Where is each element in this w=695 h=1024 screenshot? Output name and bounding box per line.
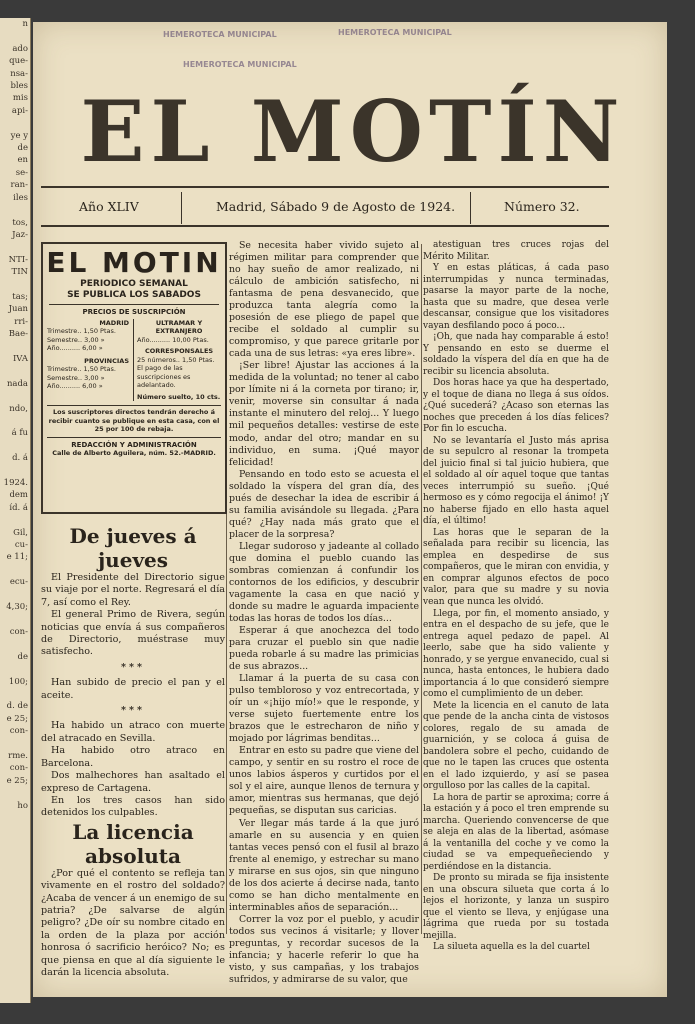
- volume-year: Año XLIV: [79, 199, 139, 214]
- single-issue-price: Número suelto, 10 cts.: [137, 392, 221, 401]
- column-3: [423, 240, 609, 954]
- prev-page-fragment: e 25;: [6, 775, 28, 786]
- prev-page-fragment: [0, 30, 30, 42]
- prev-page-fragment: nada: [6, 378, 28, 389]
- section-heading: La licencia absoluta: [72, 819, 194, 868]
- paragraph: Pensando en todo esto se acuesta el soldado la víspera del gran día, des pués de desechar la idea de escribir á su familia avisándole su llegada. ¿Para qué? ¿Hay nada más grato que el placer de la sorpresa?: [229, 468, 419, 540]
- subscription-box: [41, 242, 227, 514]
- paragraph: Llega, por fin, el momento ansiado, y entra en el despacho de su jefe, que le entrega aquel pedazo de papel. Al leerlo, sabe que ha sido valiente y honrado, y se yergue envanecido, cual si nunca, hasta entonces, le hubiera dado importancia á lo que consideró siempre como el cumplimiento de un deber.: [423, 608, 609, 700]
- paragraph: Dos horas hace ya que ha despertado, y el toque de diana no llega á sus oídos. ¿Qué sucederá? ¿Acaso son eternas las noches que preceden á los días felices? Por fin lo escucha.: [423, 378, 609, 435]
- prev-page-fragment: [0, 279, 30, 291]
- prev-page-fragment: [0, 638, 30, 650]
- dateline: [41, 190, 609, 224]
- separator: ***: [120, 661, 146, 673]
- prev-page-fragment: en: [17, 155, 28, 166]
- prev-page-fragment: [0, 787, 30, 799]
- prev-page-fragment: Gil,: [13, 527, 28, 538]
- price-row: Semestre.. 3,00 »: [47, 335, 105, 344]
- prev-page-fragment: e 11;: [6, 552, 28, 563]
- prev-page-fragment: Jaz-: [12, 229, 28, 240]
- paragraph: De pronto su mirada se fija insistente en una obscura silueta que corta á lo lejos el horizonte, y lanza un suspiro que el viento se lleva, y enjúgase una lágrima que rueda por su tostada mejilla.: [423, 873, 609, 941]
- prev-page-fragment: bles: [10, 81, 28, 92]
- paragraph: ¡Ser libre! Ajustar las acciones á la medida de la voluntad; no tener al cabo por límite ni á la corneta por tirano; ir, venir, moverse sin consultar á nada instante el minutero del reloj... Y luego mil pequeños detalles: vestirse de este modo, andar del otro; mandar en su individuo, en suma. ¡Qué mayor felicidad!: [229, 360, 419, 468]
- issue-date: Madrid, Sábado 9 de Agosto de 1924.: [216, 199, 456, 214]
- ultramar-label: ULTRAMAR Y EXTRANJERO: [155, 318, 203, 335]
- paragraph: El Presidente del Directorio sigue su viaje por el norte. Regresará el día 7, así como el Rey.: [41, 572, 225, 608]
- prev-page-fragment: [0, 415, 30, 427]
- paragraph: Han subido de precio el pan y el aceite.: [41, 677, 225, 701]
- paragraph: El general Primo de Rivera, según noticias que envía á sus compañeros de Directorio, muéstrase muy satisfecho.: [41, 609, 225, 658]
- prev-page-fragment: de: [17, 651, 28, 662]
- library-stamp: HEMEROTECA MUNICIPAL: [163, 30, 277, 39]
- prev-page-fragment: ye y: [10, 130, 28, 141]
- paragraph: En los tres casos han sido detenidos los culpables.: [41, 794, 225, 819]
- paragraph: Mete la licencia en el canuto de lata que pende de la ancha cinta de vistosos colores, regalo de su amada de guarnición, y se coloca á guisa de bandolera sobre el pecho, cuidando de que no le tapen las cruces que ostenta en el lado izquierdo, y así se pasea orgulloso por las calles de la capital.: [423, 700, 609, 792]
- provincias-label: PROVINCIAS: [84, 356, 130, 365]
- dateline-divider: [181, 192, 182, 224]
- prev-page-fragment: TIN: [11, 267, 28, 278]
- price-row: Año.......... 6,00 »: [47, 382, 103, 390]
- prev-page-fragment: ho: [17, 800, 28, 811]
- prev-page-fragment: ran-: [10, 180, 28, 191]
- prev-page-fragment: [0, 465, 30, 477]
- paragraph: ¿Por qué el contento se refleja tan vivamente en el rostro del soldado? ¿Acaba de vencer á un enemigo de su patria? ¿De salvarse de algún peligro? ¿De oír su nombre citado en la orden de la plaza por acción honrosa ó sacrificio heróico? No; es que piensa en que al día siguiente le darán la licencia absoluta.: [41, 867, 225, 978]
- dateline-divider: [470, 192, 471, 224]
- prev-page-fragment: mis: [12, 93, 28, 104]
- prev-page-fragment: con-: [9, 626, 28, 637]
- price-row: Año.......... 6,00 »: [47, 344, 103, 352]
- payment-note: El pago de las suscripciones es adelantado.: [137, 364, 191, 389]
- prev-page-fragment: nsa-: [10, 68, 28, 79]
- paragraph: Las horas que le separan de la señalada para recibir su licencia, las emplea en despedirse de sus compañeros, que le miran con envidia, y en comprar algunos efectos de poco valor, para que su madre y su novia vean que nunca les olvidó.: [423, 527, 609, 607]
- paragraph: Ver llegar más tarde á la que juró amarle en su ausencia y en quien tantas veces pensó con el fusil al brazo frente al enemigo, y estrechar su mano y mirarse en sus ojos, sin que ninguno de los dos acierte á decirse nada, tanto como se han dicho mentalmente en interminables años de separación...: [229, 817, 419, 913]
- prev-page-fragment: tos,: [12, 217, 28, 228]
- prev-page-fragment: tas;: [12, 291, 28, 302]
- library-stamp: HEMEROTECA MUNICIPAL: [338, 28, 452, 37]
- previous-page-edge: [0, 18, 31, 1003]
- separator: ***: [120, 705, 146, 717]
- paragraph: La hora de partir se aproxima; corre á la estación y á poco el tren emprende su marcha. Queriendo convencerse de que se aleja en alas de la libertad, asómase á la ventanilla del coche y ve como la ciudad se va empequeñeciendo y perdiéndose en la distancia.: [423, 792, 609, 872]
- prev-page-fragment: [0, 514, 30, 526]
- prev-page-fragment: rme.: [8, 750, 28, 761]
- prev-page-fragment: íd. á: [9, 502, 28, 513]
- prev-page-fragment: 1924.: [3, 478, 28, 489]
- paragraph: Se necesita haber vivido sujeto al régimen militar para comprender que no hay sueño de amor realizado, ni cálculo de ambición satisfecho, ni fantasma de pena desvanecido, que produzca tanta alegría como la posesión de ese pliego de papel que recibe el soldado al cumplir su compromiso, y que parece gritarle por cada una de sus letras: «ya eres libre».: [229, 240, 419, 360]
- prev-page-fragment: NTI-: [8, 254, 28, 265]
- price-row: Trimestre.. 1,50 Ptas.: [47, 327, 116, 335]
- paragraph: Esperar á que anochezca del todo para cruzar el pueblo sin que nadie pueda robarle á su madre las primicias de sus abrazos...: [229, 625, 419, 673]
- ad-title: EL MOTIN: [46, 246, 222, 279]
- admin-label: REDACCIÓN Y ADMINISTRACIÓN: [71, 440, 197, 449]
- paragraph: atestiguan tres cruces rojas del Mérito Militar.: [423, 240, 609, 262]
- price-row: Año.......... 10,00 Ptas.: [137, 335, 209, 344]
- prev-page-fragment: de: [17, 143, 28, 154]
- prev-page-fragment: que-: [9, 56, 28, 67]
- rule-top: [41, 186, 609, 188]
- prev-page-fragment: se-: [15, 167, 28, 178]
- ad-subtitle: SE PUBLICA LOS SABADOS: [67, 290, 201, 300]
- paragraph: ¡Oh, que nada hay comparable á esto! Y pensando en esto se duerme el soldado la víspera del día en que ha de recibir su licencia absoluta.: [423, 332, 609, 377]
- ad-subtitle: PERIODICO SEMANAL: [80, 279, 188, 289]
- price-row: Trimestre.. 1,50 Ptas.: [47, 365, 116, 373]
- prev-page-fragment: IVA: [12, 353, 28, 364]
- paragraph: La silueta aquella es la del cuartel: [433, 942, 590, 953]
- prev-page-fragment: cu-: [14, 540, 28, 551]
- prev-page-fragment: api-: [11, 105, 28, 116]
- prev-page-fragment: [0, 440, 30, 452]
- paragraph: No se levantaría el Justo más aprisa de su sepulcro al resonar la trompeta del juicio final si tal juicio hubiera, que el soldado al oír aquel toque que tantas veces interrumpió su sueño. ¡Qué hermoso es y cómo regocija el ánimo! ¡Y no haberse fijado en ello hasta aquel día, el último!: [423, 435, 609, 527]
- prev-page-fragment: rri-: [14, 316, 28, 327]
- prev-page-fragment: Juan: [8, 304, 28, 315]
- madrid-label: MADRID: [99, 318, 130, 327]
- prev-page-fragment: d. á: [12, 453, 28, 464]
- prev-page-fragment: ecu-: [9, 577, 28, 588]
- prev-page-fragment: á fu: [11, 428, 28, 439]
- paragraph: Llegar sudoroso y jadeante al collado que domina el pueblo cuando las sombras comienzan á confundir los contornos de los edificios, y descubrir vagamente la casa en que nació y donde su madre le aguarda impaciente todas las horas de todos los días...: [229, 540, 419, 624]
- library-stamp: HEMEROTECA MUNICIPAL: [183, 60, 297, 69]
- prev-page-fragment: [0, 738, 30, 750]
- prev-page-fragment: dem: [9, 490, 28, 501]
- prev-page-fragment: [0, 390, 30, 402]
- prev-page-fragment: [0, 589, 30, 601]
- paragraph: Ha habido otro atraco en Barcelona.: [41, 745, 225, 769]
- prev-page-fragment: [0, 812, 30, 824]
- paragraph: Entrar en esto su padre que viene del campo, y sentir en su rostro el roce de unos labios ásperos y curtidos por el sol y el aire, aunque llenos de ternura y amor, mientras sus hermanas, que dejó pequeñas, se disputan sus caricias.: [229, 745, 419, 817]
- column-rule: [421, 244, 422, 934]
- issue-number: Número 32.: [504, 199, 580, 214]
- masthead-title: EL MOTÍN: [80, 82, 626, 181]
- prev-page-fragment: e 25;: [6, 713, 28, 724]
- prices-title: PRECIOS DE SUSCRIPCIÓN: [82, 308, 186, 316]
- paragraph: Ha habido un atraco con muerte del atracado en Sevilla.: [41, 720, 225, 744]
- prev-page-fragment: iles: [13, 192, 28, 203]
- paragraph: Y en estas pláticas, á cada paso interrumpidas y nunca terminadas, pasarse la mayor parte de la noche, hasta que su madre, que desea verle descansar, consigue que los visitadores vayan desfilando poco á poco...: [423, 263, 609, 331]
- price-row: 25 números.. 1,50 Ptas.: [137, 355, 215, 364]
- newspaper-page: [33, 22, 667, 997]
- paragraph: Dos malhechores han asaltado el expreso de Cartagena.: [41, 770, 225, 794]
- paragraph: Llamar á la puerta de su casa con pulso tembloroso y voz entrecortada, y oír un «¡hijo mío!» que le responde, y verse sujeto fuertemente entre los brazos que le estrecharon de niño y mojado por lágrimas benditas...: [229, 673, 419, 745]
- prev-page-fragment: [0, 663, 30, 675]
- rule-bottom: [41, 225, 609, 227]
- prev-page-fragment: [0, 564, 30, 576]
- subscriber-note: Los suscriptores directos tendrán derecho á recibir cuanto se publique en esta casa, con el 25 por 100 de rebaja.: [48, 408, 220, 433]
- prev-page-fragment: [0, 614, 30, 626]
- corresponsales-label: CORRESPONSALES: [144, 347, 214, 355]
- admin-address: Calle de Alberto Aguilera, núm. 52.-MADRID.: [52, 449, 216, 457]
- prev-page-fragment: [0, 365, 30, 377]
- paragraph: Correr la voz por el pueblo, y acudir todos sus vecinos á visitarle; y llover preguntas, y recordar sucesos de la infancia; y hacerle referir lo que ha visto, y sus campañas, y los trabajos sufridos, y admirarse de su valor, que: [229, 913, 419, 985]
- prev-page-fragment: Bae-: [8, 329, 28, 340]
- prev-page-fragment: 100;: [8, 676, 28, 687]
- prev-page-fragment: ado: [12, 43, 28, 54]
- prev-page-fragment: [0, 688, 30, 700]
- prev-page-fragment: [0, 341, 30, 353]
- prev-page-fragment: [0, 204, 30, 216]
- column-2: [229, 240, 419, 986]
- prev-page-fragment: d. de: [6, 701, 28, 712]
- prev-page-fragment: [0, 117, 30, 129]
- prev-page-fragment: n: [22, 19, 28, 29]
- prev-page-fragment: con-: [9, 726, 28, 737]
- section-heading: De jueves á jueves: [69, 524, 197, 572]
- prev-page-fragment: con-: [9, 763, 28, 774]
- column-1: [41, 524, 225, 979]
- prev-page-fragment: [0, 241, 30, 253]
- prev-page-fragment: 4,30;: [6, 602, 28, 613]
- price-row: Semestre.. 3,00 »: [47, 373, 105, 382]
- prev-page-fragment: ndo,: [9, 403, 28, 414]
